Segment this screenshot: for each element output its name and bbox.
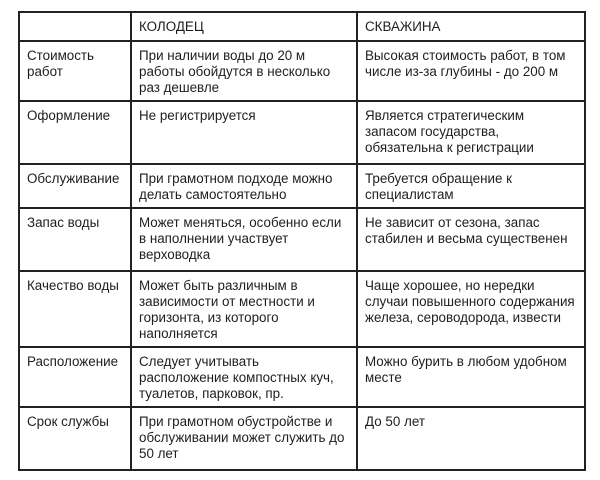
comparison-table <box>18 11 586 471</box>
table-row <box>19 41 585 101</box>
header-cell-borehole: СКВАЖИНА <box>357 12 585 41</box>
cell-borehole: Чаще хорошее, но нередки случаи повышенного содержания железа, сероводорода, извести <box>357 271 585 347</box>
cell-borehole: Не зависит от сезона, запас стабилен и весьма существенен <box>357 208 585 271</box>
table-row <box>19 208 585 271</box>
row-label: Срок службы <box>19 407 131 470</box>
row-label: Запас воды <box>19 208 131 271</box>
table-row <box>19 271 585 347</box>
header-cell-empty <box>19 12 131 41</box>
row-label: Обслуживание <box>19 164 131 208</box>
cell-well: Не регистрируется <box>131 101 357 164</box>
row-label: Расположение <box>19 347 131 407</box>
cell-well: Может меняться, особенно если в наполнении участвует верховодка <box>131 208 357 271</box>
row-label: Стоимость работ <box>19 41 131 101</box>
cell-well: При грамотном подходе можно делать самостоятельно <box>131 164 357 208</box>
cell-well: Следует учитывать расположение компостных куч, туалетов, парковок, пр. <box>131 347 357 407</box>
row-label: Оформление <box>19 101 131 164</box>
cell-borehole: До 50 лет <box>357 407 585 470</box>
cell-borehole: Требуется обращение к специалистам <box>357 164 585 208</box>
cell-borehole: Можно бурить в любом удобном месте <box>357 347 585 407</box>
cell-borehole: Высокая стоимость работ, в том числе из-за глубины - до 200 м <box>357 41 585 101</box>
cell-well: Может быть различным в зависимости от местности и горизонта, из которого наполняется <box>131 271 357 347</box>
cell-borehole: Является стратегическим запасом государства, обязательна к регистрации <box>357 101 585 164</box>
row-label: Качество воды <box>19 271 131 347</box>
table-header-row <box>19 12 585 41</box>
table-row <box>19 164 585 208</box>
cell-well: При грамотном обустройстве и обслуживании может служить до 50 лет <box>131 407 357 470</box>
table-row <box>19 407 585 470</box>
header-cell-well: КОЛОДЕЦ <box>131 12 357 41</box>
cell-well: При наличии воды до 20 м работы обойдутся в несколько раз дешевле <box>131 41 357 101</box>
table-row <box>19 101 585 164</box>
table-row <box>19 347 585 407</box>
